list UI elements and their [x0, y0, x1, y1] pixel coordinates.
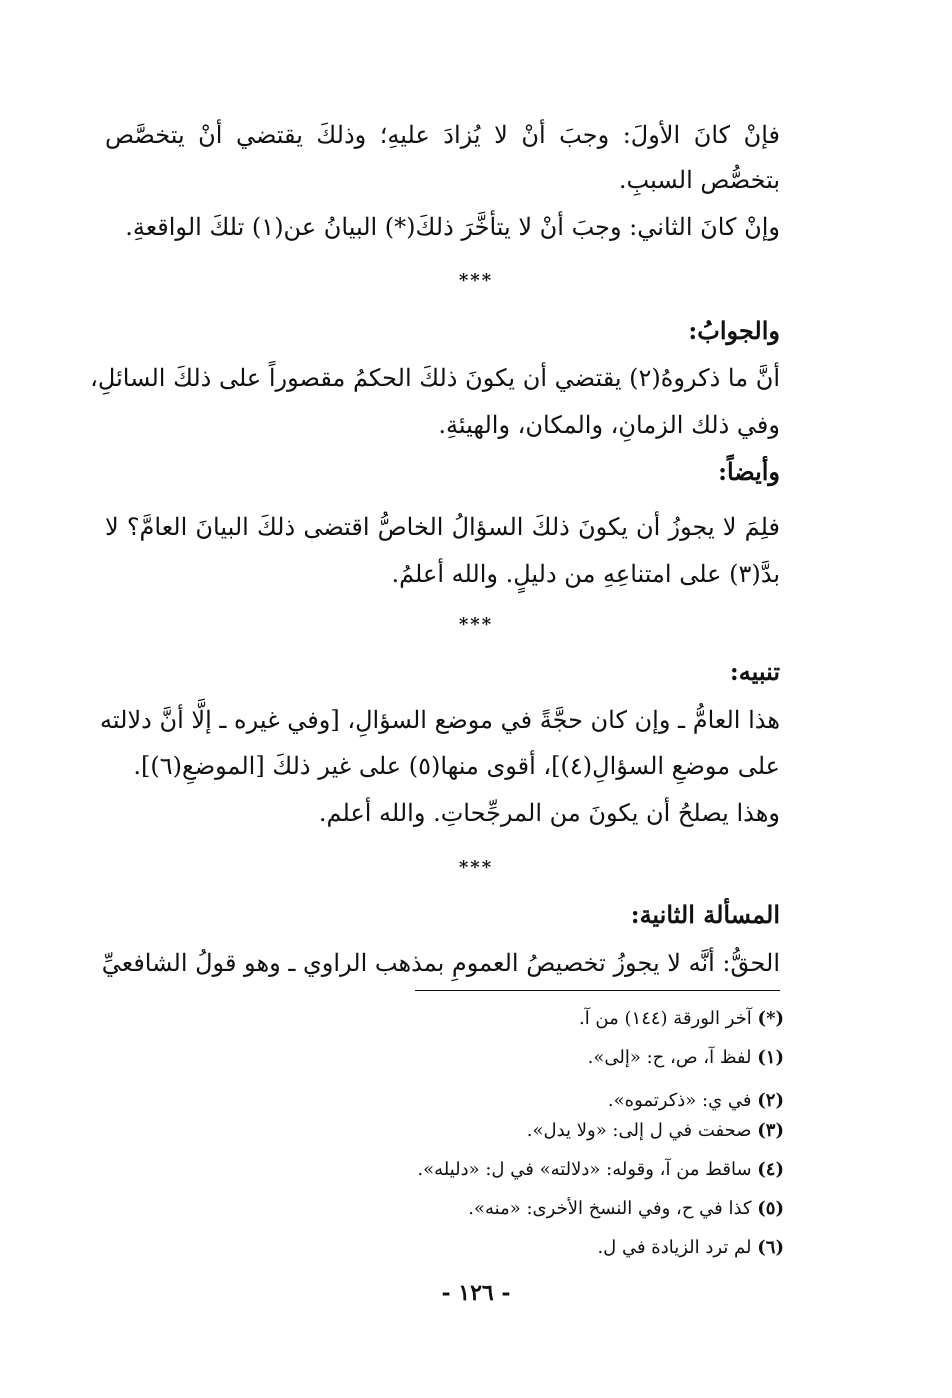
section-separator: ***: [458, 857, 494, 878]
page-number: - ١٢٦ -: [441, 1280, 511, 1306]
footnote-text: في ي: «ذكرتموه».: [607, 1090, 752, 1111]
paragraph-1-line-2: بتخصُّص السببِ.: [618, 166, 780, 194]
paragraph-7-line-1: الحقُّ: أنَّه لا يجوزُ تخصيصُ العمومِ بمذهب الراوي ـ وهو قولُ الشافعيِّ: [101, 949, 780, 977]
footnote-text: لم ترد الزيادة في ل.: [597, 1237, 752, 1258]
footnote-number: (٦): [757, 1237, 784, 1258]
footnote-number: (١): [757, 1047, 784, 1068]
paragraph-6-line-1: وهذا يصلحُ أن يكونَ من المرجِّحاتِ. والله أعلم.: [318, 799, 780, 827]
footnote-text: كذا في ح، وفي النسخ الأخرى: «منه».: [468, 1198, 752, 1219]
paragraph-3-line-2: وفي ذلك الزمانِ، والمكان، والهيئةِ.: [438, 411, 780, 439]
footnote-item: [608, 1088, 784, 1114]
footnote-text: صحفت في ل إلى: «ولا يدل».: [526, 1120, 752, 1141]
footnote-item: [468, 1196, 784, 1222]
footnote-item: [579, 1006, 784, 1032]
footnote-item: [417, 1157, 784, 1183]
footnote-number: (*): [757, 1008, 784, 1029]
paragraph-5-line-1: هذا العامُّ ـ وإن كان حجَّةً في موضع السؤالِ، [وفي غيره ـ إلَّا أنَّ دلالته: [100, 706, 780, 734]
paragraph-1-line-1: فإنْ كانَ الأولَ: وجبَ أنْ لا يُزادَ عليهِ؛ وذلكَ يقتضي أنْ يتخصَّص: [105, 121, 780, 149]
heading-second-issue: المسألة الثانية:: [630, 900, 780, 929]
heading-answer: والجوابُ:: [688, 316, 780, 345]
footnote-item: [597, 1235, 784, 1261]
paragraph-4-line-1: فلِمَ لا يجوزُ أن يكونَ ذلكَ السؤالُ الخاصُّ اقتضى ذلكَ البيانَ العامَّ؟ لا: [105, 513, 780, 541]
footnote-item: [588, 1045, 784, 1071]
section-separator: ***: [458, 270, 494, 291]
footnote-number: (٣): [757, 1120, 784, 1141]
heading-note: تنبيه:: [729, 657, 780, 686]
paragraph-4-line-2: بدَّ(٣) على امتناعِهِ من دليلٍ. والله أعلمُ.: [391, 560, 780, 588]
footnote-text: آخر الورقة (١٤٤) من آ.: [578, 1008, 752, 1029]
footnote-divider: [415, 990, 780, 991]
footnote-number: (٢): [757, 1090, 784, 1111]
paragraph-3-line-1: أنَّ ما ذكروهُ(٢) يقتضي أن يكونَ ذلكَ الحكمُ مقصوراً على ذلكَ السائلِ،: [90, 364, 780, 392]
heading-also: وأيضاً:: [718, 457, 780, 486]
footnote-number: (٤): [757, 1159, 784, 1180]
footnote-item: [527, 1118, 784, 1144]
footnote-text: ساقط من آ، وقوله: «دلالته» في ل: «دليله».: [417, 1159, 752, 1180]
footnote-number: (٥): [757, 1198, 784, 1219]
paragraph-5-line-2: على موضعِ السؤالِ(٤)]، أقوى منها(٥) على غير ذلكَ [الموضعِ(٦)].: [133, 752, 780, 780]
footnote-text: لفظ آ، ص، ح: «إلى».: [587, 1047, 752, 1068]
section-separator: ***: [458, 614, 494, 635]
paragraph-2-line-1: وإنْ كانَ الثاني: وجبَ أنْ لا يتأخَّرَ ذلكَ(*) البيانُ عن(١) تلكَ الواقعةِ.: [125, 213, 780, 241]
